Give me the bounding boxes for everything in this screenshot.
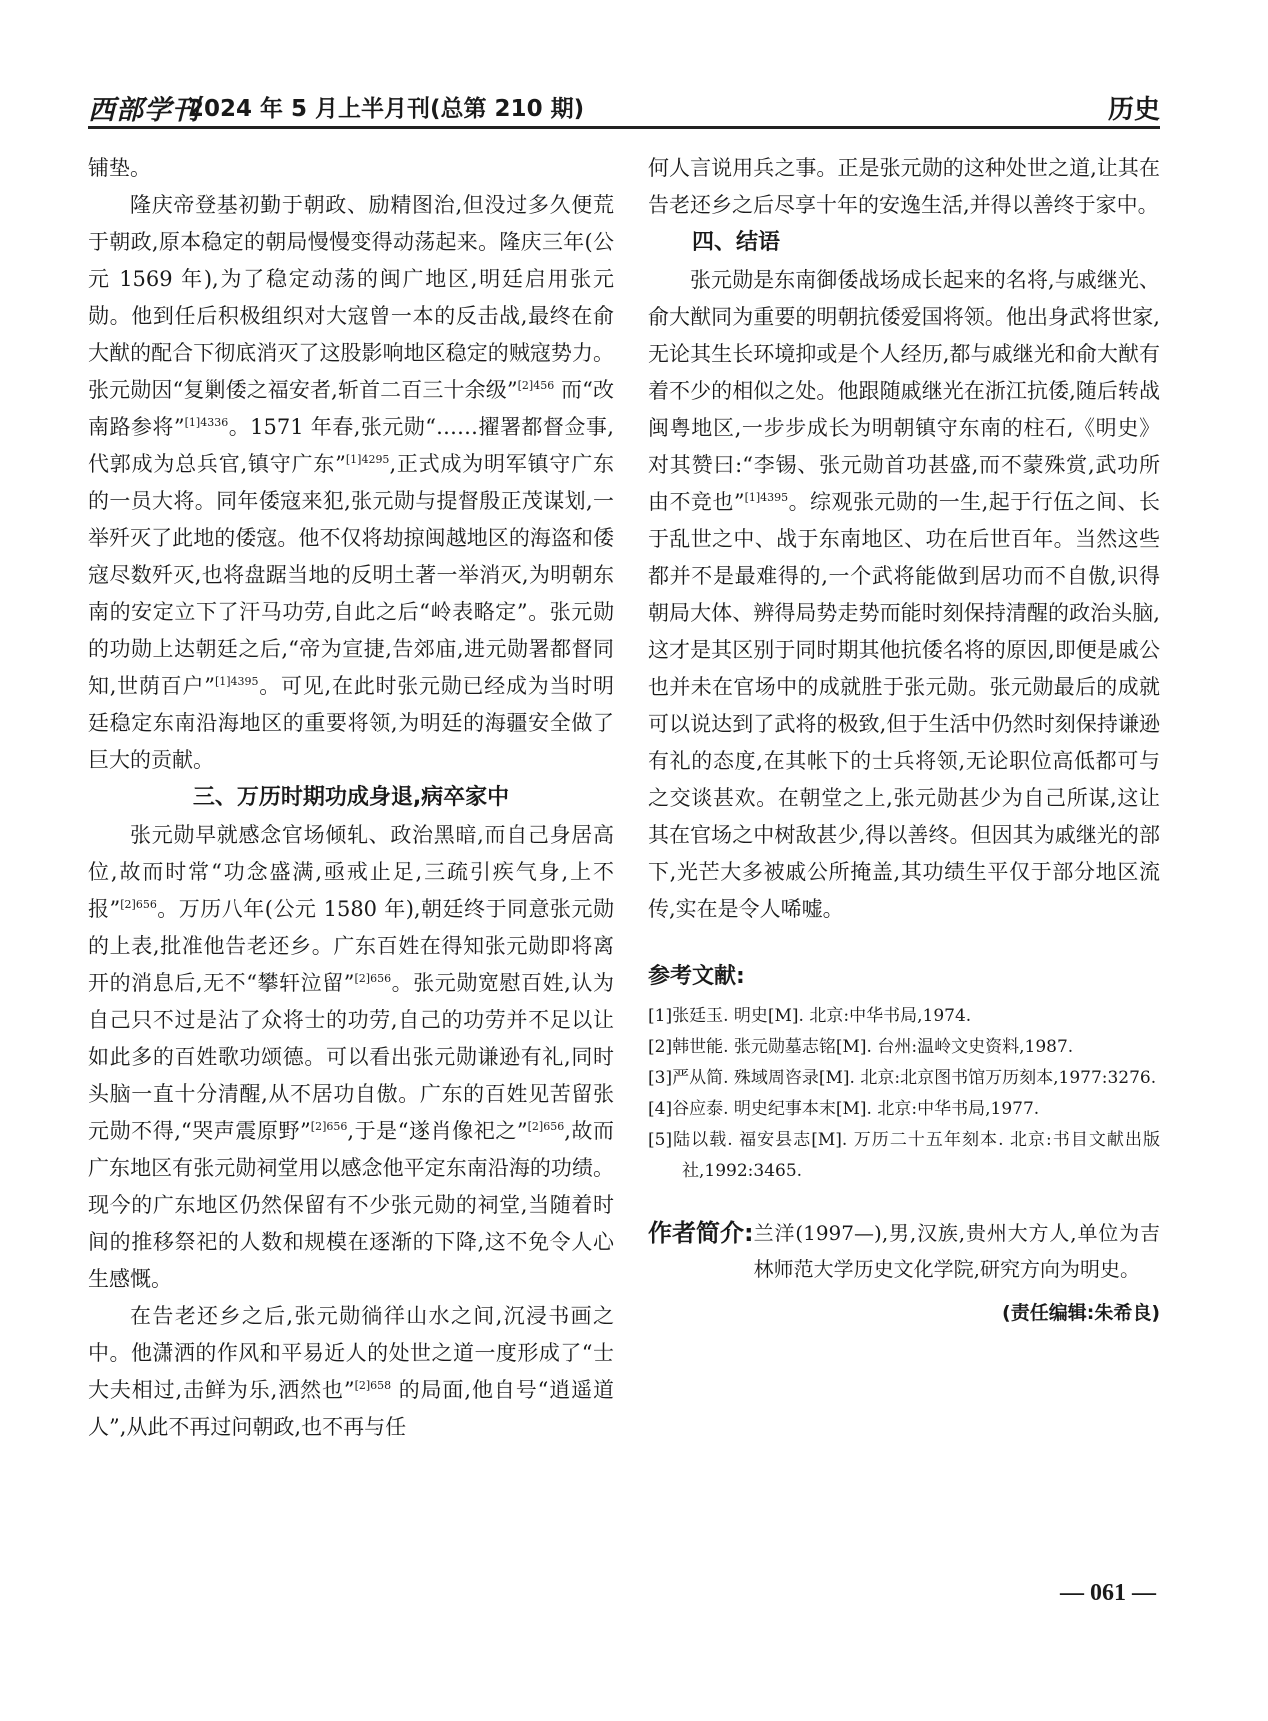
- reference-item: [5]陆以载. 福安县志[M]. 万历二十五年刻本. 北京:书目文献出版社,1992:3465.: [648, 1130, 1160, 1181]
- issue-info: 2024 年 5 月上半月刊(总第 210 期): [188, 96, 585, 122]
- citation: [2]656: [310, 1120, 348, 1133]
- paragraph: 铺垫。: [88, 156, 151, 180]
- section-heading: 四、结语: [692, 230, 781, 255]
- reference-item: [3]严从简. 殊域周咨录[M]. 北京:北京图书馆万历刻本,1977:3276.: [648, 1068, 1157, 1088]
- author-bio-text: 兰洋(1997—),男,汉族,贵州大方人,单位为吉林师范大学历史文化学院,研究方向为明史。: [753, 1221, 1160, 1281]
- reference-item: [4]谷应泰. 明史纪事本末[M]. 北京:中华书局,1977.: [648, 1099, 1040, 1119]
- journal-logo: 西部学刊: [88, 95, 200, 126]
- citation: [2]658: [354, 1379, 392, 1392]
- editor-credit: (责任编辑:朱希良): [1002, 1302, 1160, 1324]
- paragraph: 张元勋早就感念官场倾轧、政治黑暗,而自己身居高位,故而时常“功念盛满,亟戒止足,三疏引疾气身,上不报”$^{[2]656}$。万历八年(公元 1580 年),朝廷终于同意张元勋的上表,批准他告老还乡。广东百姓在得知张元勋即将离开的消息后,无不“攀轩泣留”$^{[2]656}$。张元勋宽慰百姓,认为自己只不过是沾了众将士的功劳,自己的功劳并不足以让如此多的百姓歌功颂德。可以看出张元勋谦逊有礼,同时头脑一直十分清醒,从不居功自傲。广东的百姓见苦留张元勋不得,“哭声震原野”$^{[2]656}$,于是“遂肖像祀之”$^{[2]656}$,故而广东地区有张元勋祠堂用以感念他平定东南沿海的功绩。现今的广东地区仍然保留有不少张元勋的祠堂,当随着时间的推移祭祀的人数和规模在逐渐的下降,这不免令人心生感慨。: [88, 823, 614, 1291]
- author-bio: [648, 1215, 1160, 1287]
- section-label: 历史: [1107, 95, 1160, 125]
- citation: [1]4395: [214, 675, 259, 688]
- citation: [2]656: [527, 1120, 565, 1133]
- paragraph: 隆庆帝登基初勤于朝政、励精图治,但没过多久便荒于朝政,原本稳定的朝局慢慢变得动荡起来。隆庆三年(公元 1569 年),为了稳定动荡的闽广地区,明廷启用张元勋。他到任后积极组织对大寇曾一本的反击战,最终在俞大猷的配合下彻底消灭了这股影响地区稳定的贼寇势力。张元勋因“复剿倭之福安者,斩首二百三十余级”$^{[2]456}$ 而“改南路参将”$^{[1]4336}$。1571 年春,张元勋“……擢署都督佥事,代郭成为总兵官,镇守广东”$^{[1]4295}$,正式成为明军镇守广东的一员大将。同年倭寇来犯,张元勋与提督殷正茂谋划,一举歼灭了此地的倭寇。他不仅将劫掠闽越地区的海盗和倭寇尽数歼灭,也将盘踞当地的反明土著一举消灭,为明朝东南的安定立下了汗马功劳,自此之后“岭表略定”。张元勋的功勋上达朝廷之后,“帝为宣捷,告郊庙,进元勋署都督同知,世荫百户”$^{[1]4395}$。可见,在此时张元勋已经成为当时明廷稳定东南沿海地区的重要将领,为明廷的海疆安全做了巨大的贡献。: [88, 193, 614, 772]
- section-heading: 三、万历时期功成身退,病卒家中: [192, 785, 510, 810]
- reference-item: [2]韩世能. 张元勋墓志铭[M]. 台州:温岭文史资料,1987.: [648, 1037, 1074, 1057]
- citation: [1]4295: [345, 453, 390, 466]
- citation: [2]656: [354, 972, 392, 985]
- citation: [2]656: [120, 898, 157, 911]
- page-number: — 061 —: [1060, 1580, 1156, 1606]
- right-column: [648, 150, 1160, 1332]
- author-bio-label: 作者简介:: [648, 1219, 754, 1247]
- paragraph: 在告老还乡之后,张元勋徜徉山水之间,沉浸书画之中。他潇洒的作风和平易近人的处世之道一度形成了“士大夫相过,击鲜为乐,洒然也”$^{[2]658}$ 的局面,他自号“逍遥道人”,从此不再过问朝政,也不再与任: [88, 1304, 614, 1439]
- references-title: 参考文献:: [648, 964, 745, 989]
- citation: [1]4395: [744, 491, 789, 504]
- paragraph: 何人言说用兵之事。正是张元勋的这种处世之道,让其在告老还乡之后尽享十年的安逸生活,并得以善终于家中。: [648, 156, 1160, 217]
- paragraph: 张元勋是东南御倭战场成长起来的名将,与戚继光、俞大猷同为重要的明朝抗倭爱国将领。他出身武将世家,无论其生长环境抑或是个人经历,都与戚继光和俞大猷有着不少的相似之处。他跟随戚继光在浙江抗倭,随后转战闽粤地区,一步步成长为明朝镇守东南的柱石,《明史》对其赞曰:“李锡、张元勋首功甚盛,而不蒙殊赏,武功所由不竞也”$^{[1]4395}$。综观张元勋的一生,起于行伍之间、长于乱世之中、战于东南地区、功在后世百年。当然这些都并不是最难得的,一个武将能做到居功而不自傲,识得朝局大体、辨得局势走势而能时刻保持清醒的政治头脑,这才是其区别于同时期其他抗倭名将的原因,即便是戚公也并未在官场中的成就胜于张元勋。张元勋最后的成就可以说达到了武将的极致,但于生活中仍然时刻保持谦逊有礼的态度,在其帐下的士兵将领,无论职位高低都可与之交谈甚欢。在朝堂之上,张元勋甚少为自己所谋,这让其在官场之中树敌甚少,得以善终。但因其为戚继光的部下,光芒大多被戚公所掩盖,其功绩生平仅于部分地区流传,实在是令人唏嘘。: [648, 268, 1160, 921]
- running-header: [88, 86, 1160, 129]
- citation: [1]4336: [184, 416, 229, 429]
- citation: [2]456: [517, 379, 555, 392]
- left-column: [88, 150, 614, 1446]
- reference-item: [1]张廷玉. 明史[M]. 北京:中华书局,1974.: [648, 1006, 972, 1026]
